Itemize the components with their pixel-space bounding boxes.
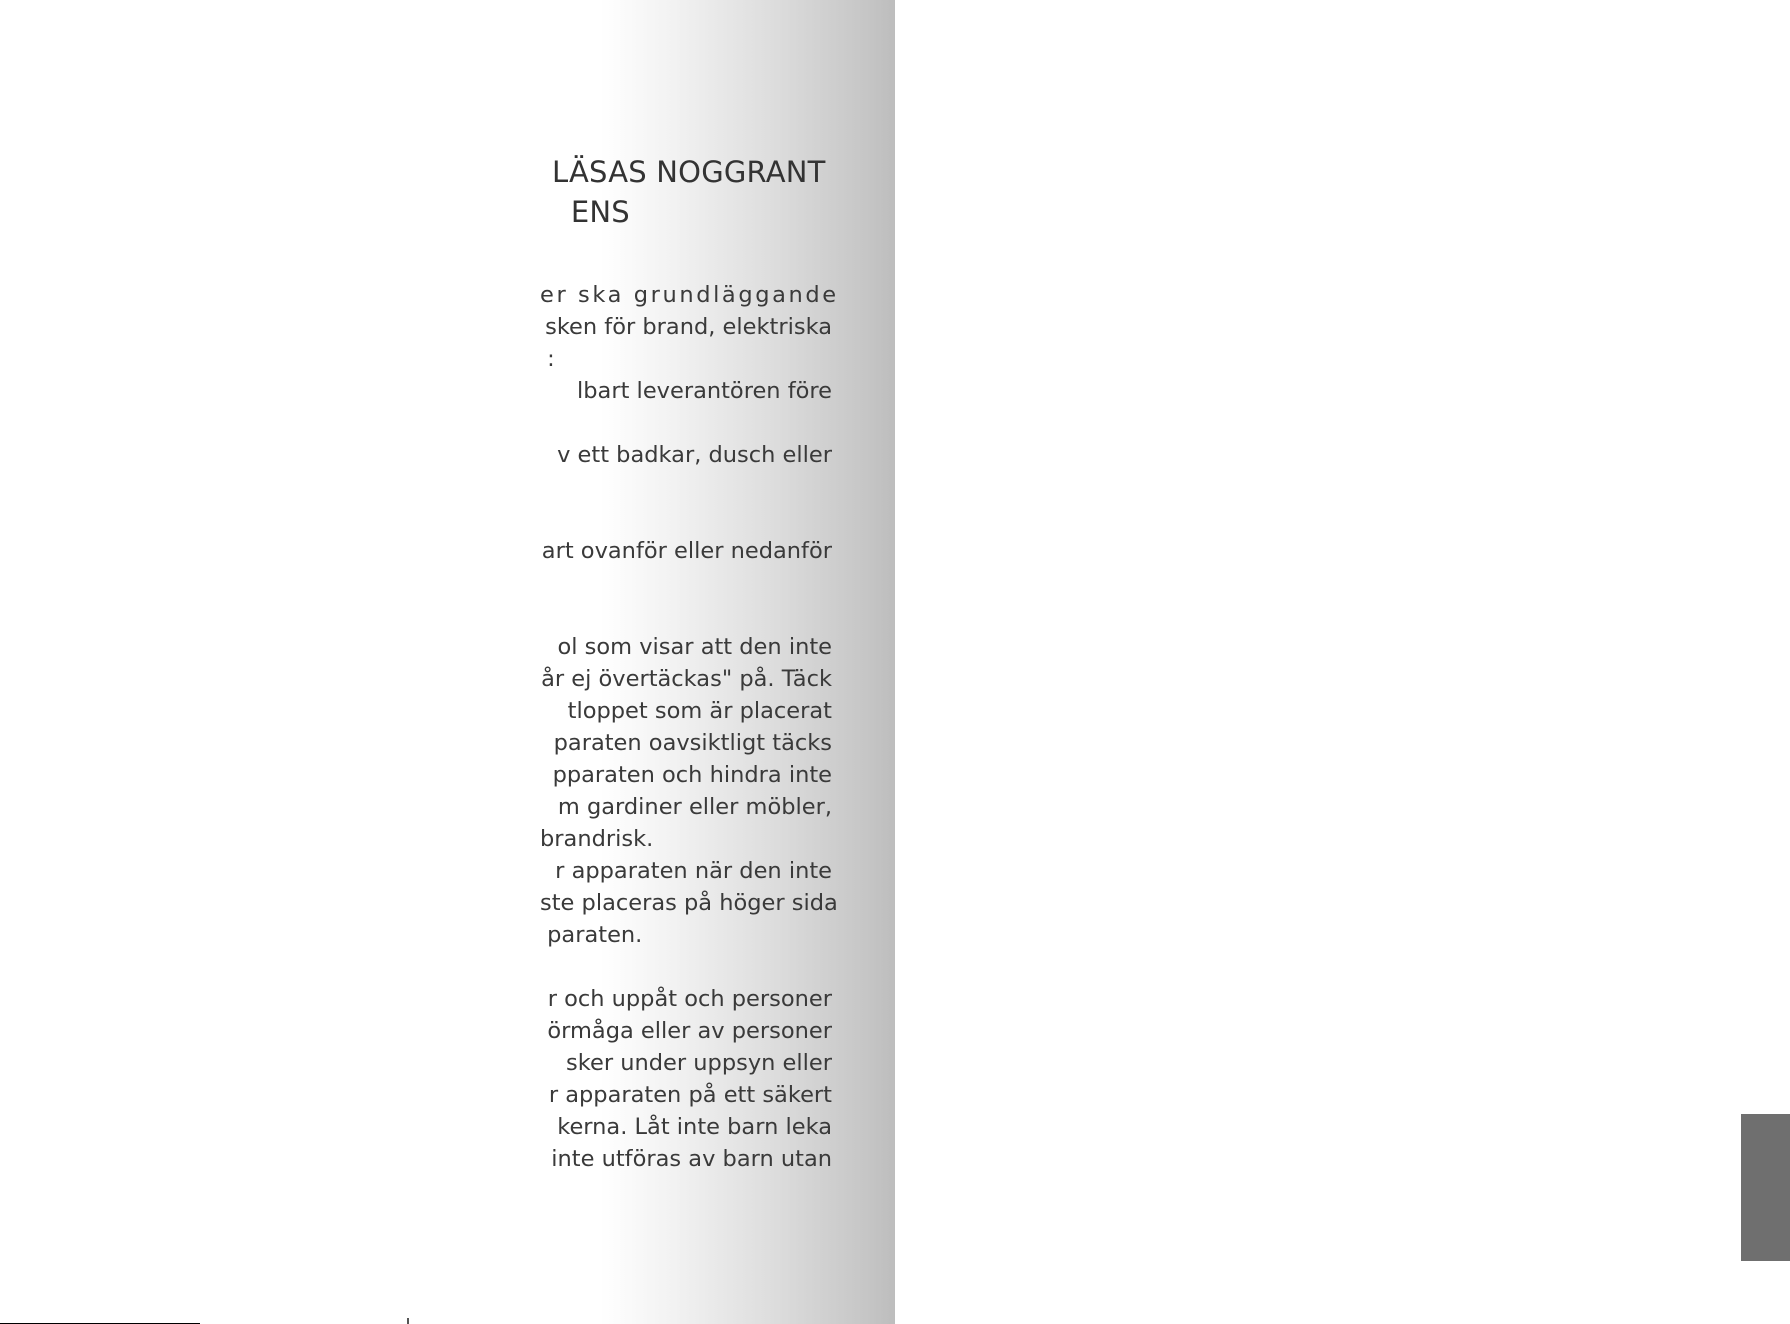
- text-line: [540, 407, 832, 439]
- text-line: pparaten och hindra inte: [552, 762, 832, 788]
- footer-mark: [407, 1318, 409, 1324]
- text-line: r apparaten på ett säkert: [548, 1082, 832, 1108]
- text-line: brandrisk.: [540, 826, 654, 852]
- text-line: sker under uppsyn eller: [566, 1050, 832, 1076]
- chapter-tab: [1741, 1114, 1790, 1261]
- text-line: paraten oavsiktligt täcks: [553, 730, 832, 756]
- text-line: [540, 503, 832, 535]
- safety-instructions-text: [540, 279, 839, 1175]
- text-line: år ej övertäckas" på. Täck: [541, 666, 832, 692]
- text-line: :: [540, 346, 555, 372]
- text-line: m gardiner eller möbler,: [557, 794, 832, 820]
- text-line: [540, 951, 832, 983]
- text-line: tloppet som är placerat: [567, 698, 832, 724]
- heading-line-2: ENS: [552, 195, 630, 229]
- text-line: [540, 599, 832, 631]
- text-line: r och uppåt och personer: [547, 986, 832, 1012]
- text-line: art ovanför eller nedanför: [541, 538, 832, 564]
- text-line: kerna. Låt inte barn leka: [557, 1114, 832, 1140]
- text-line: lbart leverantören före: [577, 378, 832, 404]
- text-line: örmåga eller av personer: [547, 1018, 832, 1044]
- text-line: inte utföras av barn utan: [551, 1146, 832, 1172]
- text-line: sken för brand, elektriska: [545, 314, 832, 340]
- heading-line-1: LÄSAS NOGGRANT: [552, 155, 826, 189]
- text-line: v ett badkar, dusch eller: [557, 442, 832, 468]
- text-line: paraten.: [540, 922, 643, 948]
- text-line: ol som visar att den inte: [557, 634, 832, 660]
- text-line: [540, 471, 832, 503]
- text-line: er ska grundläggande: [540, 282, 839, 308]
- text-line: r apparaten när den inte: [555, 858, 832, 884]
- text-line: [540, 567, 832, 599]
- section-heading: [552, 152, 852, 232]
- text-line: ste placeras på höger sida: [540, 890, 838, 916]
